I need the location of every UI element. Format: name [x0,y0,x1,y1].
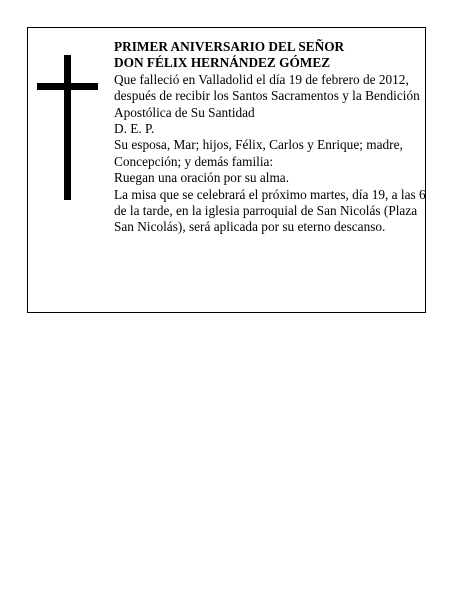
cross-vertical-bar [64,55,71,200]
cross-icon [37,55,98,200]
obituary-notice [27,27,426,313]
notice-title-line1: PRIMER ANIVERSARIO DEL SEÑOR [114,39,345,54]
notice-title-line2: DON FÉLIX HERNÁNDEZ GÓMEZ [114,55,331,71]
notice-family: Su esposa, Mar; hijos, Félix, Carlos y Enrique; madre, Concepción; y demás familia: [114,137,403,169]
notice-death-info: Que falleció en Valladolid el día 19 de febrero de 2012, después de recibir los Santos Sacramentos y la Bendición Apostólica de Su Santidad [114,71,420,120]
notice-text [114,39,426,236]
notice-rip: D. E. P. [114,121,155,137]
cross-horizontal-bar [37,83,98,90]
notice-request: Ruegan una oración por su alma. [114,170,290,186]
notice-mass-info: La misa que se celebrará el próximo martes, día 19, a las 6 de la tarde, en la iglesia parroquial de San Nicolás (Plaza San Nicolás), será aplicada por su eterno descanso. [114,186,426,235]
